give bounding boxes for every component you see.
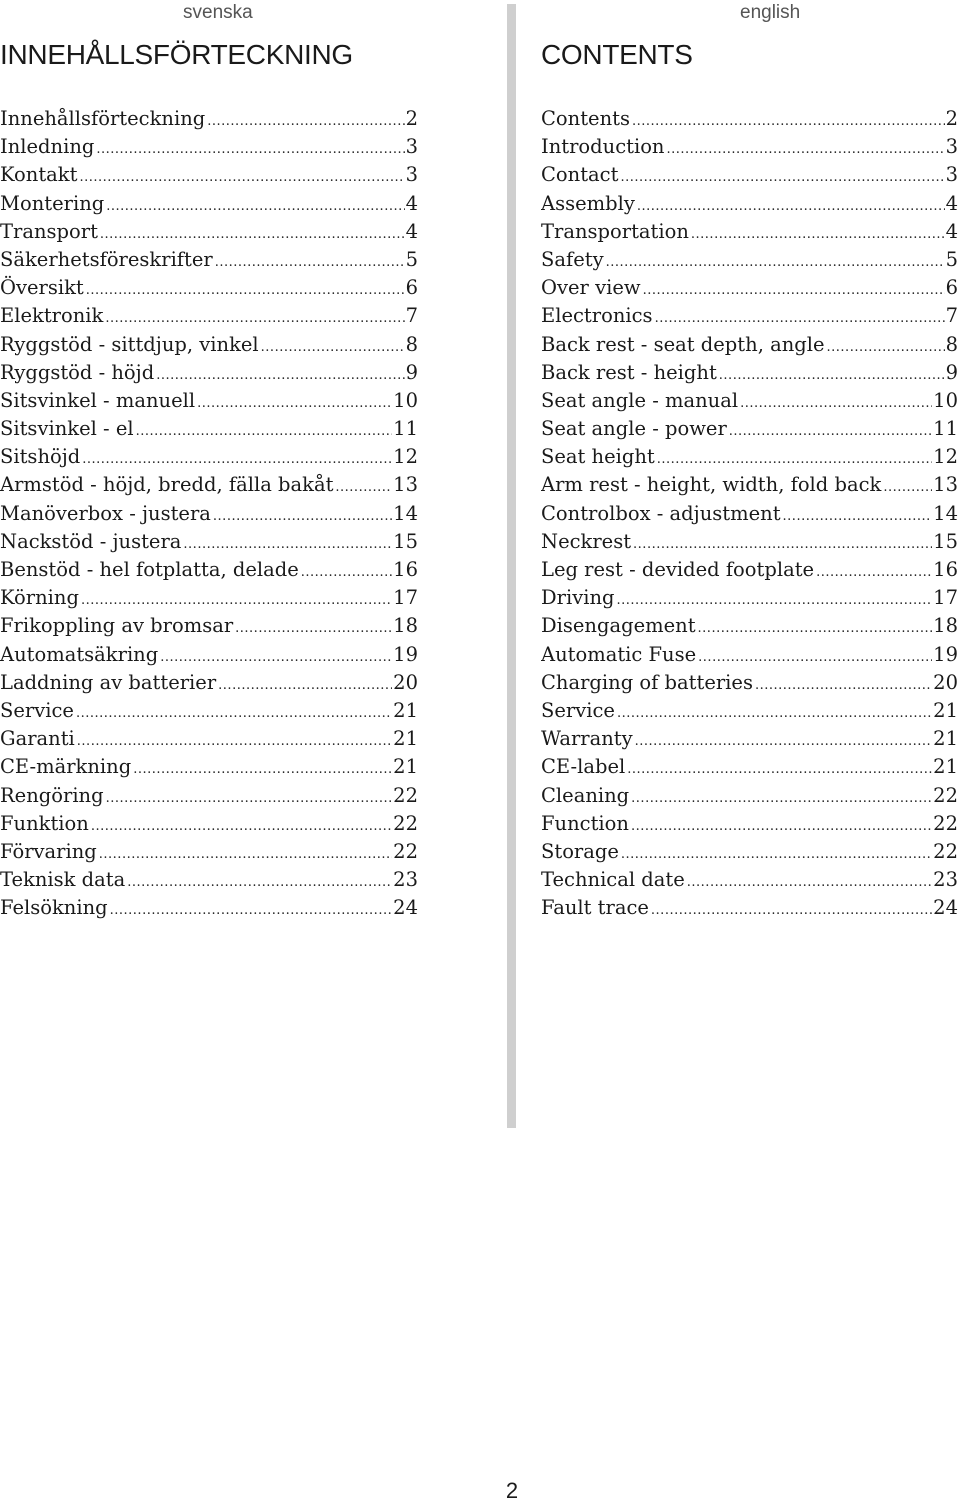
toc-entry-title: Automatic Fuse	[541, 642, 697, 666]
heading-swedish: INNEHÅLLSFÖRTECKNING	[0, 39, 353, 70]
toc-dot-leader	[651, 897, 932, 922]
toc-entry-title: Säkerhetsföreskrifter	[0, 247, 213, 271]
toc-entry-page: 3	[405, 163, 418, 187]
toc-dot-leader	[133, 756, 392, 781]
toc-entry-page: 15	[393, 529, 418, 553]
toc-entry-title: Innehållsförteckning	[0, 107, 206, 130]
toc-entry-title: Funktion	[0, 811, 89, 835]
toc-entry-title: Contents	[541, 107, 630, 130]
toc-entry-page: 5	[945, 247, 958, 271]
toc-dot-leader	[783, 503, 933, 528]
toc-dot-leader	[691, 221, 945, 246]
toc-entry	[0, 866, 418, 894]
toc-entry	[541, 500, 958, 528]
toc-entry-page: 18	[393, 614, 418, 638]
toc-entry	[541, 725, 958, 753]
toc-dot-leader	[106, 785, 393, 810]
toc-entry-page: 21	[393, 727, 418, 751]
toc-entry-page: 16	[933, 558, 958, 581]
toc-entry-page: 15	[933, 529, 958, 553]
toc-entry-title: Benstöd - hel fotplatta, delade	[0, 558, 299, 581]
toc-dot-leader	[632, 108, 945, 133]
toc-entry	[0, 387, 418, 415]
toc-entry-title: Safety	[541, 247, 604, 271]
toc-dot-leader	[105, 305, 404, 330]
toc-entry-title: Manöverbox - justera	[0, 501, 211, 525]
toc-entry	[541, 443, 958, 471]
toc-entry-page: 10	[393, 388, 418, 412]
toc-dot-leader	[183, 531, 392, 556]
toc-entry-page: 21	[393, 755, 418, 779]
toc-entry	[0, 190, 418, 218]
toc-dot-leader	[82, 446, 392, 471]
toc-dot-leader	[687, 869, 932, 894]
toc-dot-leader	[637, 193, 945, 218]
toc-dot-leader	[635, 728, 933, 753]
toc-entry-page: 23	[933, 868, 958, 892]
toc-entry-page: 16	[393, 558, 418, 581]
toc-entry-title: Seat height	[541, 445, 655, 469]
toc-list-english	[541, 105, 958, 922]
toc-entry	[541, 753, 958, 781]
toc-entry-title: Ryggstöd - höjd	[0, 360, 155, 384]
toc-entry-title: CE-märkning	[0, 755, 132, 779]
toc-entry	[541, 894, 958, 922]
toc-entry-title: Översikt	[0, 276, 84, 300]
toc-entry-page: 12	[393, 445, 418, 469]
toc-entry-title: Seat angle - power	[541, 417, 727, 441]
toc-entry-page: 22	[393, 839, 418, 863]
toc-dot-leader	[215, 249, 405, 274]
toc-entry-title: Over view	[541, 276, 641, 300]
toc-entry-title: Rengöring	[0, 783, 104, 807]
toc-entry-page: 11	[933, 417, 958, 441]
toc-entry	[0, 133, 418, 161]
toc-dot-leader	[106, 193, 404, 218]
toc-entry-title: Felsökning	[0, 896, 108, 920]
toc-entry-title: Electronics	[541, 304, 653, 328]
toc-entry-title: Driving	[541, 586, 615, 610]
toc-entry	[541, 331, 958, 359]
toc-entry-page: 5	[405, 247, 418, 271]
toc-dot-leader	[110, 897, 393, 922]
toc-entry-title: Warranty	[541, 727, 633, 751]
toc-entry-page: 22	[933, 811, 958, 835]
toc-entry-title: Inledning	[0, 135, 95, 159]
toc-entry	[541, 246, 958, 274]
toc-entry-title: Elektronik	[0, 304, 104, 328]
toc-entry-page: 4	[405, 219, 418, 243]
toc-entry-title: Storage	[541, 839, 619, 863]
toc-dot-leader	[127, 869, 392, 894]
toc-dot-leader	[160, 644, 392, 669]
toc-dot-leader	[627, 756, 932, 781]
toc-dot-leader	[621, 841, 932, 866]
toc-entry-title: Cleaning	[541, 783, 630, 807]
toc-entry-page: 4	[405, 191, 418, 215]
toc-entry	[0, 810, 418, 838]
page-number: 2	[505, 1478, 519, 1503]
toc-dot-leader	[827, 334, 945, 359]
toc-dot-leader	[883, 474, 932, 499]
toc-entry-page: 22	[933, 839, 958, 863]
toc-dot-leader	[631, 813, 932, 838]
toc-entry-page: 22	[933, 783, 958, 807]
toc-entry-title: Laddning av batterier	[0, 670, 217, 694]
toc-dot-leader	[91, 813, 392, 838]
toc-entry-title: Automatsäkring	[0, 642, 159, 666]
toc-dot-leader	[197, 390, 392, 415]
toc-dot-leader	[698, 615, 933, 640]
toc-entry-page: 12	[933, 445, 958, 469]
toc-entry-page: 2	[405, 107, 418, 130]
toc-entry-page: 9	[945, 360, 958, 384]
toc-dot-leader	[335, 474, 392, 499]
toc-entry-page: 20	[393, 670, 418, 694]
toc-entry-title: Sitshöjd	[0, 445, 81, 469]
toc-dot-leader	[81, 587, 392, 612]
toc-entry	[541, 584, 958, 612]
toc-entry-title: Montering	[0, 191, 105, 215]
toc-entry	[0, 415, 418, 443]
toc-entry-title: Arm rest - height, width, fold back	[541, 473, 882, 497]
toc-entry	[0, 556, 418, 584]
toc-entry	[541, 161, 958, 189]
toc-entry-page: 3	[405, 135, 418, 159]
toc-dot-leader	[96, 136, 404, 161]
toc-dot-leader	[755, 672, 932, 697]
toc-entry-title: Technical date	[541, 868, 685, 892]
toc-dot-leader	[301, 559, 392, 584]
toc-entry-title: Garanti	[0, 727, 75, 751]
toc-entry-page: 24	[933, 896, 958, 920]
toc-entry-title: Controlbox - adjustment	[541, 501, 781, 525]
toc-entry-page: 21	[933, 727, 958, 751]
toc-entry	[0, 641, 418, 669]
toc-entry	[541, 641, 958, 669]
toc-dot-leader	[667, 136, 945, 161]
toc-entry-page: 23	[393, 868, 418, 892]
toc-entry-title: Assembly	[541, 191, 635, 215]
toc-entry	[0, 894, 418, 922]
toc-entry	[0, 246, 418, 274]
toc-entry-title: Charging of batteries	[541, 670, 753, 694]
toc-entry	[541, 133, 958, 161]
toc-entry	[541, 105, 958, 133]
toc-entry-page: 7	[405, 304, 418, 328]
toc-entry-title: Teknisk data	[0, 868, 126, 892]
toc-dot-leader	[136, 418, 393, 443]
toc-entry	[0, 500, 418, 528]
toc-dot-leader	[76, 700, 392, 725]
toc-dot-leader	[79, 164, 404, 189]
toc-entry-page: 18	[933, 614, 958, 638]
toc-entry-title: Sitsvinkel - manuell	[0, 388, 196, 412]
toc-entry	[541, 782, 958, 810]
toc-entry-page: 17	[393, 586, 418, 610]
toc-dot-leader	[617, 587, 933, 612]
toc-entry-page: 24	[393, 896, 418, 920]
toc-entry	[541, 838, 958, 866]
toc-entry	[0, 669, 418, 697]
column-divider	[507, 4, 516, 1128]
toc-entry-page: 17	[933, 586, 958, 610]
toc-list-swedish	[0, 105, 418, 922]
toc-entry-page: 4	[945, 191, 958, 215]
toc-entry	[0, 838, 418, 866]
toc-entry-page: 3	[945, 163, 958, 187]
toc-entry-page: 8	[945, 332, 958, 356]
toc-entry-page: 13	[393, 473, 418, 497]
toc-entry-page: 21	[393, 698, 418, 722]
toc-entry	[541, 810, 958, 838]
toc-entry-page: 11	[393, 417, 418, 441]
toc-entry-page: 6	[945, 276, 958, 300]
toc-dot-leader	[606, 249, 945, 274]
toc-entry	[0, 443, 418, 471]
toc-entry-page: 8	[405, 332, 418, 356]
toc-entry	[0, 359, 418, 387]
toc-entry-title: Back rest - seat depth, angle	[541, 332, 825, 356]
toc-entry	[541, 669, 958, 697]
toc-dot-leader	[617, 700, 932, 725]
toc-entry	[0, 528, 418, 556]
toc-entry	[0, 725, 418, 753]
toc-entry-page: 10	[933, 388, 958, 412]
toc-dot-leader	[633, 531, 932, 556]
toc-entry	[541, 612, 958, 640]
toc-dot-leader	[156, 362, 404, 387]
toc-dot-leader	[218, 672, 392, 697]
toc-entry-page: 14	[933, 501, 958, 525]
toc-entry-title: Armstöd - höjd, bredd, fälla bakåt	[0, 473, 334, 497]
toc-dot-leader	[213, 503, 392, 528]
toc-entry	[541, 866, 958, 894]
toc-dot-leader	[99, 841, 392, 866]
toc-entry-title: Transportation	[541, 219, 689, 243]
toc-entry	[0, 302, 418, 330]
toc-entry-title: Nackstöd - justera	[0, 529, 182, 553]
toc-dot-leader	[261, 334, 405, 359]
toc-dot-leader	[657, 446, 932, 471]
toc-entry-page: 3	[945, 135, 958, 159]
toc-entry-page: 22	[393, 811, 418, 835]
toc-entry-page: 14	[393, 501, 418, 525]
toc-entry-title: Kontakt	[0, 163, 78, 187]
toc-entry	[541, 556, 958, 584]
toc-entry	[541, 359, 958, 387]
toc-dot-leader	[631, 785, 932, 810]
toc-entry-title: CE-label	[541, 755, 626, 779]
toc-entry	[541, 697, 958, 725]
toc-dot-leader	[207, 108, 404, 133]
toc-entry-page: 19	[393, 642, 418, 666]
toc-entry-title: Contact	[541, 163, 619, 187]
toc-entry	[0, 782, 418, 810]
toc-entry	[0, 584, 418, 612]
toc-entry-title: Leg rest - devided footplate	[541, 558, 815, 581]
toc-entry-title: Service	[541, 698, 615, 722]
toc-entry-title: Function	[541, 811, 629, 835]
toc-dot-leader	[643, 277, 945, 302]
toc-entry	[541, 387, 958, 415]
toc-entry	[541, 274, 958, 302]
toc-entry-page: 9	[405, 360, 418, 384]
toc-entry-title: Introduction	[541, 135, 665, 159]
toc-entry-title: Back rest - height	[541, 360, 717, 384]
toc-dot-leader	[698, 644, 932, 669]
toc-dot-leader	[100, 221, 405, 246]
toc-entry	[0, 161, 418, 189]
toc-dot-leader	[740, 390, 932, 415]
toc-entry	[541, 218, 958, 246]
toc-entry-title: Frikoppling av bromsar	[0, 614, 234, 638]
toc-dot-leader	[816, 559, 932, 584]
toc-entry	[0, 471, 418, 499]
toc-dot-leader	[86, 277, 405, 302]
toc-entry	[541, 302, 958, 330]
toc-entry-title: Förvaring	[0, 839, 97, 863]
toc-entry	[0, 105, 418, 133]
toc-entry-title: Disengagement	[541, 614, 696, 638]
toc-entry	[0, 753, 418, 781]
toc-entry-title: Ryggstöd - sittdjup, vinkel	[0, 332, 259, 356]
toc-entry	[541, 415, 958, 443]
toc-entry-page: 20	[933, 670, 958, 694]
toc-entry	[0, 612, 418, 640]
toc-entry	[541, 471, 958, 499]
toc-entry-page: 19	[933, 642, 958, 666]
toc-entry	[0, 274, 418, 302]
heading-english: CONTENTS	[541, 39, 693, 70]
toc-entry-page: 21	[933, 698, 958, 722]
toc-entry	[0, 218, 418, 246]
toc-entry	[0, 331, 418, 359]
toc-entry-title: Körning	[0, 586, 79, 610]
toc-entry-page: 2	[945, 107, 958, 130]
toc-dot-leader	[620, 164, 944, 189]
language-label-english: english	[740, 2, 801, 23]
toc-entry-title: Fault trace	[541, 896, 649, 920]
toc-entry-title: Service	[0, 698, 74, 722]
toc-entry-page: 4	[945, 219, 958, 243]
toc-dot-leader	[729, 418, 932, 443]
toc-entry-page: 6	[405, 276, 418, 300]
toc-entry	[541, 528, 958, 556]
toc-entry-page: 13	[933, 473, 958, 497]
toc-dot-leader	[655, 305, 945, 330]
language-label-swedish: svenska	[183, 2, 253, 23]
toc-dot-leader	[235, 615, 392, 640]
toc-entry-title: Neckrest	[541, 529, 632, 553]
toc-entry-page: 22	[393, 783, 418, 807]
toc-entry-title: Sitsvinkel - el	[0, 417, 134, 441]
toc-entry	[541, 190, 958, 218]
toc-dot-leader	[77, 728, 392, 753]
toc-dot-leader	[719, 362, 945, 387]
toc-entry-page: 7	[945, 304, 958, 328]
toc-entry-title: Transport	[0, 219, 98, 243]
toc-entry-title: Seat angle - manual	[541, 388, 739, 412]
toc-entry-page: 21	[933, 755, 958, 779]
toc-entry	[0, 697, 418, 725]
